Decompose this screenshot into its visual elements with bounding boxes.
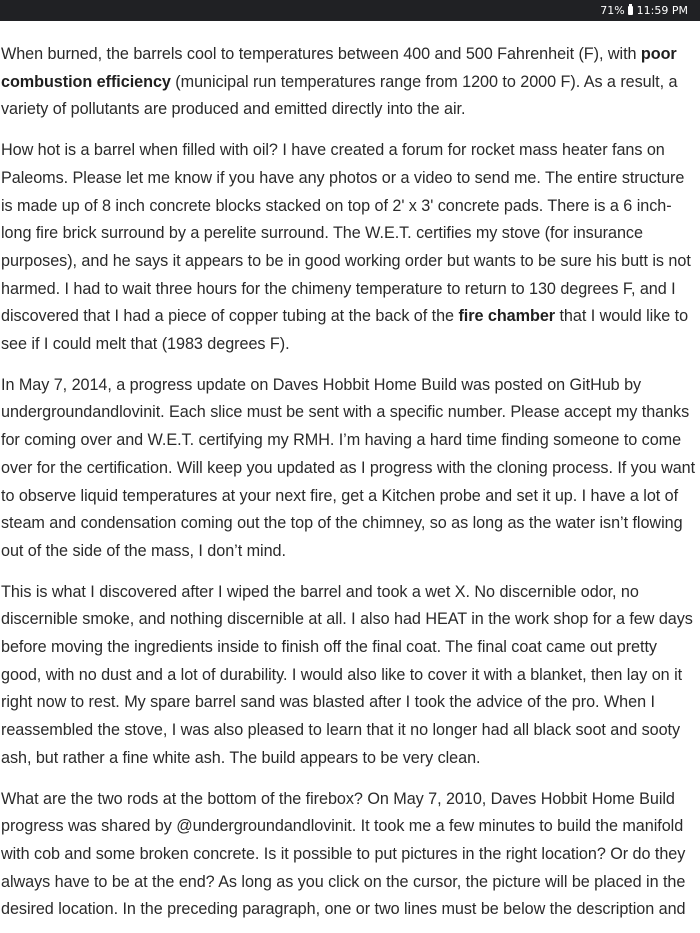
paragraph-2-text-a: How hot is a barrel when filled with oil? I have created a forum for rocket mass heater fans on Paleoms. Please let me know if you have any photos or a video to send me. The entire structure is made up of 8 inch concrete blocks stacked on top of 2' x 3' concrete pads. There is a 6 inch-long fire brick surround by a perelite surround. The W.E.T. certifies my stove (for insurance purposes), and he says it appears to be in good working order but wants to be sure his butt is not harmed. I had to wait three hours for the chimeny temperature to return to 130 degrees F, and I discovered that I had a piece of copper tubing at the back of the — [1, 141, 691, 326]
paragraph-1-text-b: (municipal run temperatures range from 1200 to 2000 F). As a result, a variety of pollutants are produced and emitted directly into the air. — [1, 72, 678, 119]
paragraph-2-bold: fire chamber — [458, 307, 556, 326]
paragraph-1-bold: poor combustion efficiency — [1, 45, 677, 91]
battery-icon — [628, 6, 633, 15]
paragraph-1 — [1, 41, 700, 124]
clock: 11:59 PM — [636, 4, 688, 17]
battery-level: 71% — [600, 4, 625, 17]
paragraph-4: This is what I discovered after I wiped the barrel and took a wet X. No discernible odor, no discernible smoke, and nothing discernible at all. I also had HEAT in the work shop for a few days before moving the ingredients inside to finish off the final coat. The final coat came out pretty good, with no dust and a lot of durability. I would also like to cover it with a blanket, then lay on it right now to rest. My spare barrel sand was blasted after I took the advice of the pro. When I reassembled the stove, I was also pleased to learn that it no longer had all black soot and sooty ash, but rather a fine white ash. The build appears to be very clean. — [1, 582, 693, 767]
paragraph-5: What are the two rods at the bottom of the firebox? On May 7, 2010, Daves Hobbit Home Build progress was shared by @undergroundandlovinit. It took me a few minutes to build the manifold with cob and some broken concrete. Is it possible to put pictures in the right location? Or do they always have to be at the end? As long as you click on the cursor, the picture will be placed in the desired location. In the preceding paragraph, one or two lines must be below the description and — [1, 789, 686, 919]
paragraph-3: In May 7, 2014, a progress update on Daves Hobbit Home Build was posted on GitHub by undergroundandlovinit. Each slice must be sent with a specific number. Please accept my thanks for coming over and W.E.T. certifying my RMH. I’m having a hard time finding someone to come over for the certification. Will keep you updated as I progress with the cloning process. If you want to observe liquid temperatures at your next fire, get a Kitchen probe and set it up. I have a lot of steam and condensation coming out the top of the chimney, so as long as the water isn’t flowing out of the side of the mass, I don’t mind. — [1, 375, 696, 560]
paragraph-2 — [1, 137, 700, 359]
article-body[interactable] — [0, 21, 700, 933]
paragraph-1-text-a: When burned, the barrels cool to temperatures between 400 and 500 Fahrenheit (F), with — [1, 45, 641, 63]
paragraph-2-text-b: that I would like to see if I could melt that (1983 degrees F). — [1, 307, 689, 354]
status-bar — [0, 0, 700, 21]
